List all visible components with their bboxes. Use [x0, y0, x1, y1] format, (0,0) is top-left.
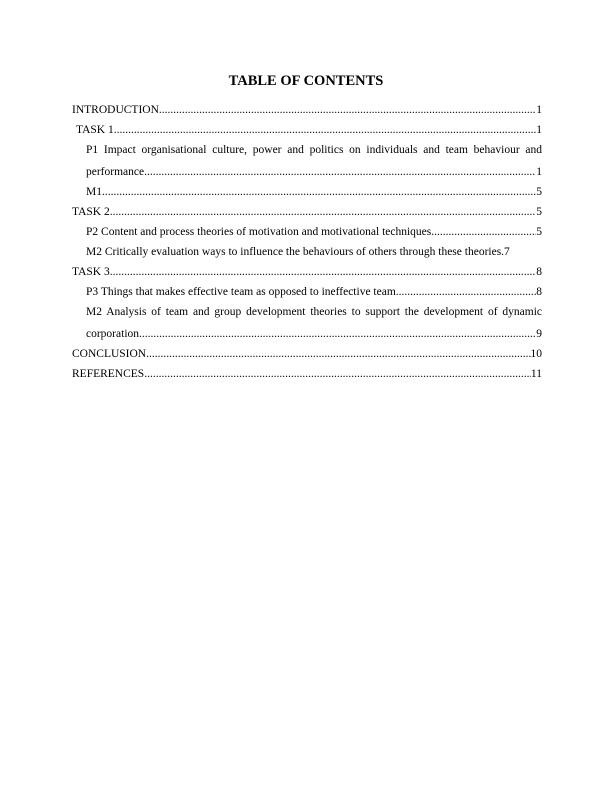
- toc-entry-p3[interactable]: [72, 282, 542, 302]
- toc-entry-label-line2: performance: [86, 166, 145, 178]
- toc-entry-label-line1: M2 Analysis of team and group development theories to support the development of dynamic: [86, 306, 542, 318]
- toc-page-number: 1: [536, 104, 542, 116]
- toc-page-number: 7: [504, 246, 510, 258]
- toc-page-number: 11: [530, 368, 542, 380]
- toc-leader-dots: [102, 182, 536, 202]
- toc-entry-m2-analysis[interactable]: [72, 302, 542, 344]
- toc-page-number: 5: [536, 186, 542, 198]
- toc-page-number: 1: [536, 124, 542, 136]
- toc-entry-task1[interactable]: [72, 120, 542, 140]
- toc-entry-label: M2 Critically evaluation ways to influence the behaviours of others through these theories.: [86, 246, 505, 258]
- toc-leader-dots: [144, 364, 531, 384]
- toc-entry-label: P2 Content and process theories of motivation and motivational techniques: [86, 226, 432, 238]
- toc-page-number: 10: [530, 348, 542, 360]
- toc-entry-m1[interactable]: [72, 182, 542, 202]
- toc-entry-label-line1: P1 Impact organisational culture, power and politics on individuals and team behaviour and: [86, 144, 542, 156]
- toc-page-number: 5: [536, 226, 542, 238]
- toc-leader-dots: [146, 344, 530, 364]
- toc-leader-dots: [110, 262, 537, 282]
- toc-leader-dots: [159, 100, 536, 120]
- toc-entry-label: REFERENCES: [72, 368, 145, 380]
- toc-page-number: 8: [536, 286, 542, 298]
- toc-page-number: 9: [536, 328, 542, 340]
- toc-leader-dots: [399, 282, 537, 302]
- toc-entry-label: TASK 1: [76, 124, 114, 136]
- toc-entry-introduction[interactable]: [72, 100, 542, 120]
- toc-entry-label: INTRODUCTION: [72, 104, 159, 116]
- toc-page-number: 1: [536, 166, 542, 178]
- toc-entry-line2: [86, 324, 542, 344]
- toc-entry-task2[interactable]: [72, 202, 542, 222]
- toc-entry-label: TASK 2: [72, 206, 110, 218]
- toc-entry-m2-theories[interactable]: [72, 242, 542, 262]
- table-of-contents: [72, 100, 542, 384]
- toc-leader-dots: [114, 120, 537, 140]
- toc-entry-label-line2: corporation.: [86, 328, 142, 340]
- toc-leader-dots: [431, 222, 536, 242]
- toc-entry-conclusion[interactable]: [72, 344, 542, 364]
- toc-entry-label: M1: [86, 186, 102, 198]
- toc-leader-dots: [110, 202, 537, 222]
- toc-title: TABLE OF CONTENTS: [228, 73, 384, 89]
- toc-entry-label: P3 Things that makes effective team as opposed to ineffective team.: [86, 286, 399, 298]
- toc-entry-label: CONCLUSION: [72, 348, 147, 360]
- toc-page-number: 5: [536, 206, 542, 218]
- toc-leader-dots: [142, 324, 536, 344]
- toc-leader-dots: [144, 162, 536, 182]
- toc-entry-line2: [86, 162, 542, 182]
- toc-entry-label: TASK 3: [72, 266, 110, 278]
- toc-page-number: 8: [536, 266, 542, 278]
- toc-entry-p1[interactable]: [72, 140, 542, 182]
- toc-entry-references[interactable]: [72, 364, 542, 384]
- toc-entry-p2[interactable]: [72, 222, 542, 242]
- toc-entry-task3[interactable]: [72, 262, 542, 282]
